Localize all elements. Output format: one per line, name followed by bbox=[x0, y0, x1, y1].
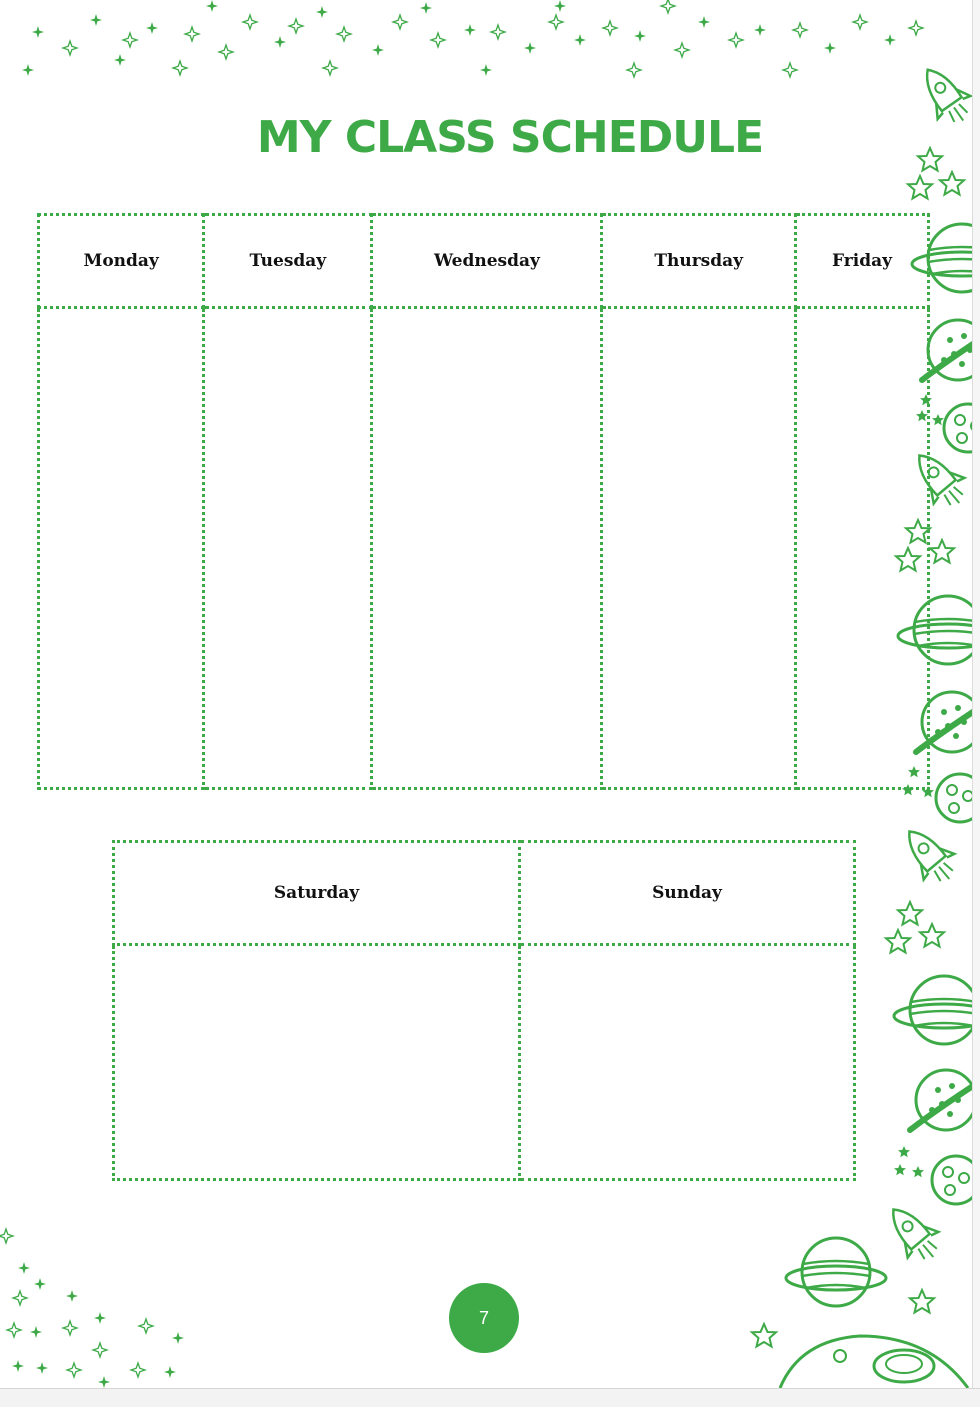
schedule-cell-thursday[interactable] bbox=[602, 308, 796, 789]
weekend-header-row bbox=[114, 842, 855, 945]
schedule-cell-monday[interactable] bbox=[39, 308, 204, 789]
weekend-schedule-table bbox=[112, 840, 856, 1181]
day-header-friday: Friday bbox=[796, 215, 929, 308]
day-header-tuesday: Tuesday bbox=[204, 215, 372, 308]
day-header-saturday: Saturday bbox=[114, 842, 520, 945]
weekday-header-row bbox=[39, 215, 929, 308]
page-edge-right bbox=[972, 0, 980, 1388]
weekend-body-row bbox=[114, 945, 855, 1180]
day-header-sunday: Sunday bbox=[520, 842, 855, 945]
day-header-thursday: Thursday bbox=[602, 215, 796, 308]
schedule-cell-sunday[interactable] bbox=[520, 945, 855, 1180]
schedule-cell-saturday[interactable] bbox=[114, 945, 520, 1180]
schedule-cell-friday[interactable] bbox=[796, 308, 929, 789]
schedule-cell-tuesday[interactable] bbox=[204, 308, 372, 789]
day-header-monday: Monday bbox=[39, 215, 204, 308]
schedule-cell-wednesday[interactable] bbox=[372, 308, 602, 789]
day-header-wednesday: Wednesday bbox=[372, 215, 602, 308]
weekday-body-row bbox=[39, 308, 929, 789]
weekday-schedule-table bbox=[37, 213, 930, 790]
page-edge-bottom bbox=[0, 1388, 980, 1407]
page-number-badge: 7 bbox=[449, 1283, 519, 1353]
page-title: MY CLASS SCHEDULE bbox=[256, 112, 764, 163]
